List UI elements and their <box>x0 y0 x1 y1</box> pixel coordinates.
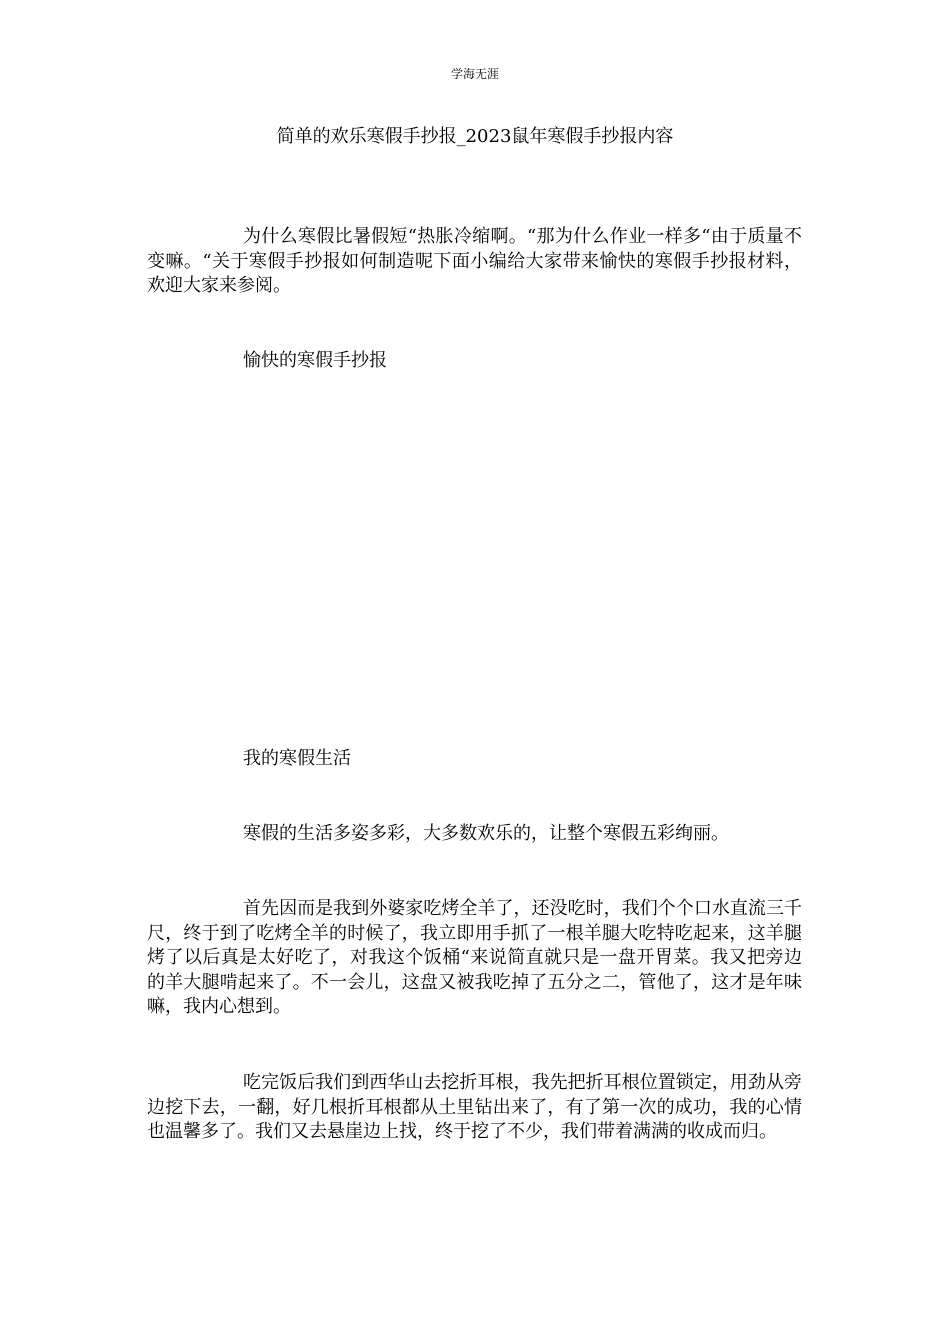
section-heading-handout: 愉快的寒假手抄报 <box>243 350 387 371</box>
intro-paragraph: 为什么寒假比暑假短“热胀冷缩啊。“那为什么作业一样多“由于质量不变嘛。“关于寒假手抄报如何制造呢下面小编给大家带来愉快的寒假手抄报材料，欢迎大家来参阅。 <box>147 226 802 296</box>
body-paragraph-1: 寒假的生活多姿多彩，大多数欢乐的，让整个寒假五彩绚丽。 <box>243 823 729 844</box>
page-header: 学海无涯 <box>450 67 499 81</box>
document-title: 简单的欢乐寒假手抄报_2023鼠年寒假手抄报内容 <box>276 126 674 147</box>
body-paragraph-3: 吃完饭后我们到西华山去挖折耳根，我先把折耳根位置锁定，用劲从旁边挖下去，一翻，好几根折耳根都从土里钻出来了，有了第一次的成功，我的心情也温馨多了。我们又去悬崖边上找，终于挖了不少，我们带着满满的收成而归。 <box>147 1072 802 1142</box>
body-paragraph-2: 首先因而是我到外婆家吃烤全羊了，还没吃时，我们个个口水直流三千尺，终于到了吃烤全羊的时候了，我立即用手抓了一根羊腿大吃特吃起来，这羊腿烤了以后真是太好吃了，对我这个饭桶“来说简直就只是一盘开胃菜。我又把旁边的羊大腿啃起来了。不一会儿，这盘又被我吃掉了五分之二，管他了，这才是年味嘛，我内心想到。 <box>147 898 802 1017</box>
section-heading-winter-life: 我的寒假生活 <box>243 748 351 769</box>
